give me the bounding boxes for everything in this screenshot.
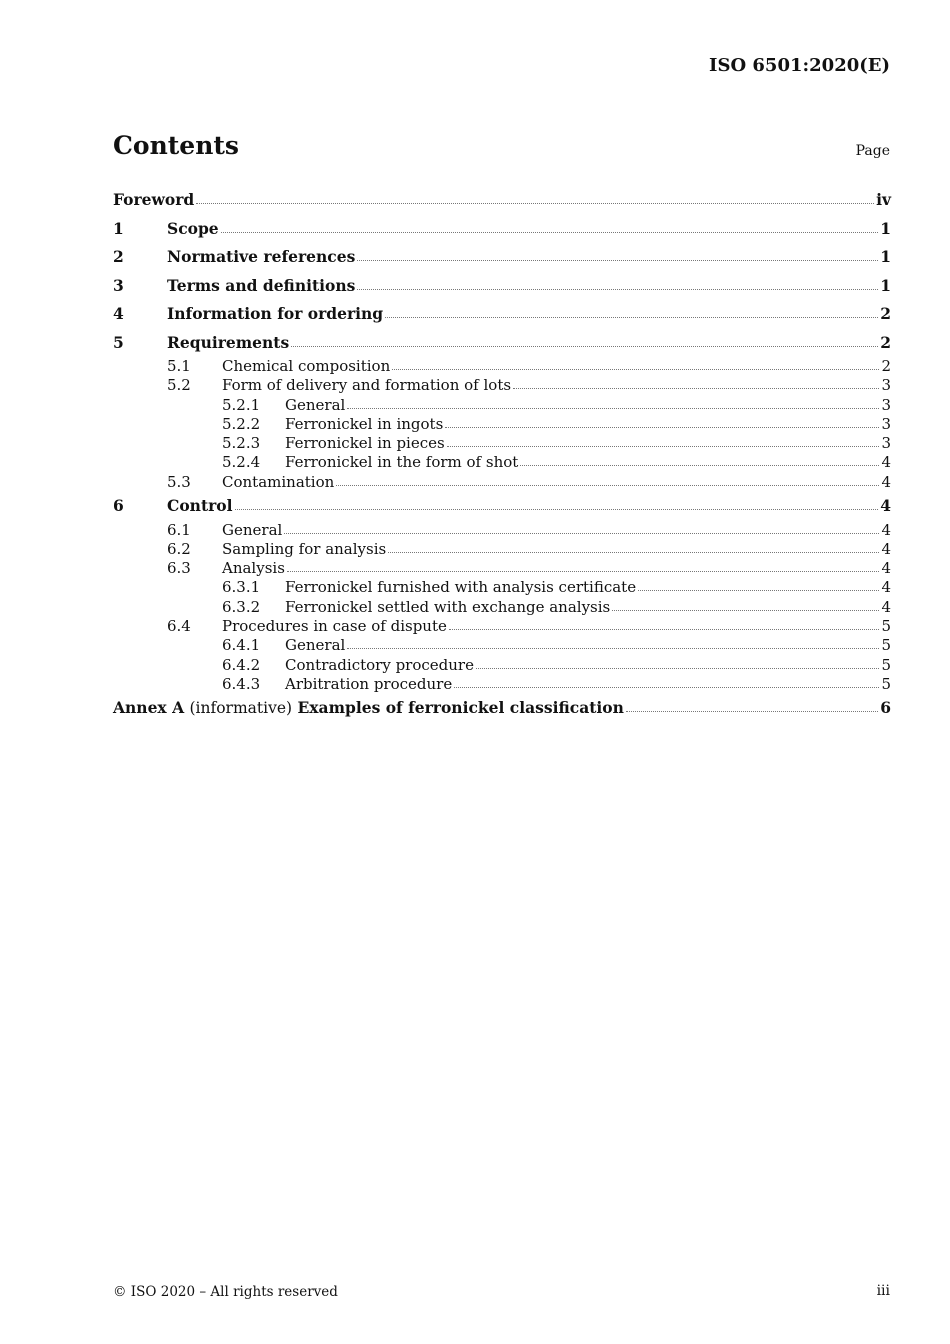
toc-page-number: 5 [881,636,891,655]
toc-page-number: 3 [881,414,891,433]
toc-section-number: 5 [113,332,124,352]
toc-section-title: Ferronickel in the form of shot [285,453,519,472]
dot-leader [284,532,879,534]
toc-entry[interactable] [113,453,891,472]
toc-section-number: 6.3 [167,559,191,578]
toc-section-number: 6.3.2 [222,597,261,616]
toc-section-number: 5.3 [167,472,191,491]
toc-entry[interactable] [113,492,891,521]
toc-entry[interactable] [113,473,891,492]
toc-entry[interactable] [113,521,891,540]
toc-section-number: 5.2 [167,376,191,395]
toc-section-title: Sampling for analysis [222,539,387,558]
dot-leader [392,368,879,370]
toc-section-title: Terms and definitions [167,275,356,295]
toc-section-title: Control [167,496,233,516]
toc-page-number: 1 [880,218,891,238]
toc-section-number: 5.2.2 [222,414,261,433]
toc-entry[interactable] [113,243,891,272]
toc-section-title: Normative references [167,247,356,266]
dot-leader [287,570,880,572]
page-number: iii [876,1283,890,1299]
dot-leader [454,686,879,688]
toc-entry[interactable] [113,215,891,244]
toc-entry[interactable] [113,300,891,329]
toc-entry[interactable] [113,617,891,636]
toc-entry[interactable] [113,396,891,415]
dot-leader [449,628,880,630]
annex-prefix: Annex A [113,698,185,718]
toc-page-number: 5 [881,674,891,693]
dot-leader [612,609,879,611]
annex-informative: (informative) [189,699,293,718]
contents-title: Contents [113,131,240,160]
toc-entry[interactable] [113,559,891,578]
toc-page-number: 4 [881,520,891,539]
dot-leader [357,259,878,261]
toc-section-number: 4 [113,304,124,323]
toc-page-number: 2 [880,332,891,352]
dot-leader [520,464,879,466]
toc-entry[interactable] [113,578,891,597]
toc-section-number: 6.4.3 [222,674,261,693]
dot-leader [347,647,879,649]
dot-leader [357,288,878,290]
toc-page-number: 3 [881,395,891,414]
toc-section-title: Scope [167,218,219,238]
toc-entry-annex-a[interactable] [113,694,891,723]
toc-section-title: Contradictory procedure [285,655,474,674]
toc-section-title: Information for ordering [167,304,384,323]
toc-section-title: General [285,636,346,655]
toc-section-number: 5.2.1 [222,395,261,414]
toc-section-title: Requirements [167,332,290,352]
toc-section-number: 6.2 [167,539,191,558]
toc-section-number: 1 [113,218,124,238]
dot-leader [638,589,879,591]
toc-section-title: Ferronickel in ingots [285,414,444,433]
toc-section-number: 5.2.4 [222,453,261,472]
dot-leader [447,445,880,447]
toc-page-number: 6 [880,698,891,718]
dot-leader [513,387,879,389]
toc-entry[interactable] [113,598,891,617]
toc-section-title: Foreword [113,190,195,209]
toc-section-number: 5.1 [167,357,191,375]
annex-title: Examples of ferronickel classification [297,698,624,718]
document-id: ISO 6501:2020(E) [709,55,890,76]
dot-leader [235,508,879,510]
toc-section-number: 6.4.1 [222,636,261,655]
toc-section-number: 6.3.1 [222,578,261,597]
toc-section-title: Chemical composition [222,357,391,375]
dot-leader [221,231,879,233]
dot-leader [385,316,878,318]
toc-page-number: 4 [881,539,891,558]
toc-section-title: Procedures in case of dispute [222,617,447,636]
toc-page-number: 4 [880,496,891,516]
dot-leader [388,551,879,553]
page-column-label: Page [855,143,890,159]
toc-section-title: Analysis [222,559,285,578]
copyright-notice: © ISO 2020 – All rights reserved [113,1284,338,1300]
toc-entry[interactable] [113,415,891,434]
toc-section-title: Ferronickel in pieces [285,434,445,453]
dot-leader [347,407,879,409]
toc-section-number: 3 [113,275,124,295]
toc-section-number: 6.4 [167,617,191,636]
toc-section-number: 6.4.2 [222,655,261,674]
toc-entry[interactable] [113,376,891,395]
toc-entry[interactable] [113,636,891,655]
toc-entry[interactable] [113,357,891,376]
toc-page-number: 4 [881,578,891,597]
toc-section-number: 2 [113,247,124,266]
toc-page-number: iv [876,190,891,209]
dot-leader [291,345,878,347]
toc-page-number: 4 [881,559,891,578]
toc-page-number: 3 [881,376,891,395]
dot-leader [626,710,878,712]
toc-page-number: 2 [881,357,891,375]
toc-page-number: 4 [881,597,891,616]
toc-page-number: 3 [881,434,891,453]
toc-entry[interactable] [113,329,891,358]
dot-leader [445,426,879,428]
toc-entry[interactable] [113,540,891,559]
toc-entry[interactable] [113,272,891,301]
dot-leader [196,202,874,204]
toc-section-title: Contamination [222,472,335,491]
toc-page-number: 5 [881,655,891,674]
toc-page-number: 1 [880,275,891,295]
toc-section-title: General [222,520,283,539]
toc-section-title: General [285,395,346,414]
toc-entry[interactable] [113,675,891,694]
toc-entry[interactable] [113,656,891,675]
toc-page-number: 4 [881,453,891,472]
toc-entry[interactable] [113,434,891,453]
toc-page-number: 5 [881,617,891,636]
dot-leader [336,484,879,486]
toc-page-number: 1 [880,247,891,266]
toc-section-title: Arbitration procedure [285,674,453,693]
toc-section-number: 6.1 [167,520,191,539]
table-of-contents [113,186,891,723]
toc-section-number: 6 [113,496,124,516]
dot-leader [476,667,879,669]
toc-page-number: 2 [880,304,891,323]
toc-page-number: 4 [881,472,891,491]
toc-section-title: Form of delivery and formation of lots [222,376,512,395]
toc-section-title: Ferronickel settled with exchange analysis [285,597,611,616]
toc-entry[interactable] [113,186,891,215]
toc-section-title: Ferronickel furnished with analysis certificate [285,578,637,597]
toc-section-number: 5.2.3 [222,434,261,453]
